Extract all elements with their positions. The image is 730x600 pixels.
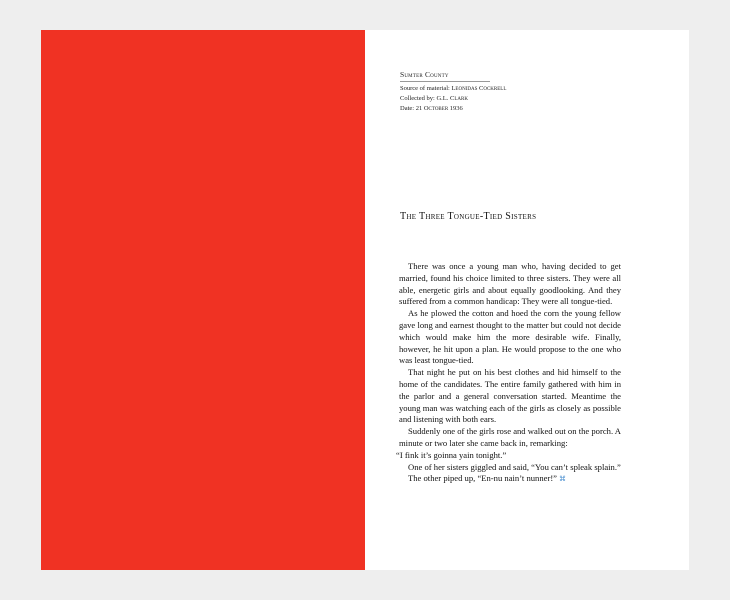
source-line xyxy=(400,84,507,94)
story-paragraph: As he plowed the cotton and hoed the corn the young fellow gave long and earnest thought to the matter but could not decide which would make him the more desirable wife. Finally, however, he hit upon a plan. He would propose to the one who was least tongue-tied. xyxy=(399,308,621,366)
collected-label: Collected by: xyxy=(400,95,435,102)
story-paragraph: One of her sisters giggled and said, “You can’t spleak splain.” xyxy=(408,461,621,472)
final-line-text: The other piped up, “En-nu nain’t nunner!” xyxy=(408,473,557,484)
collected-value: G.L. Clark xyxy=(436,95,468,102)
date-value: 21 October 1936 xyxy=(415,105,463,112)
source-value: Leonidas Cockrell xyxy=(451,85,507,92)
story-metadata xyxy=(400,70,507,114)
left-page-red xyxy=(41,30,365,570)
story-body xyxy=(396,261,621,486)
story-paragraph: There was once a young man who, having decided to get married, found his choice limited to three sisters. They were all able, energetic girls and about equally goodlooking. And they suffered from a common handicap: They were all tongue-tied. xyxy=(399,261,621,307)
book-spread xyxy=(41,30,689,570)
date-label: Date: xyxy=(400,105,415,112)
county-heading: Sumter County xyxy=(400,70,490,82)
source-label: Source of material: xyxy=(400,85,450,92)
end-mark-icon: ⌘ xyxy=(559,475,566,484)
story-paragraph: Suddenly one of the girls rose and walked out on the porch. A minute or two later she came back in, remarking: xyxy=(399,426,621,448)
story-paragraph: “I fink it’s goinna yain tonight.” xyxy=(396,449,507,460)
collected-line xyxy=(400,94,490,104)
story-paragraph: That night he put on his best clothes and hid himself to the home of the candidates. The entire family gathered with him in the parlor and a general conversation started. Meantime the young man was watching each of the girls as closely as possible and listening with both ears. xyxy=(399,367,621,425)
story-title: The Three Tongue-Tied Sisters xyxy=(400,211,537,222)
story-paragraph-last xyxy=(399,473,621,486)
date-line xyxy=(400,104,490,114)
right-page xyxy=(365,30,689,570)
